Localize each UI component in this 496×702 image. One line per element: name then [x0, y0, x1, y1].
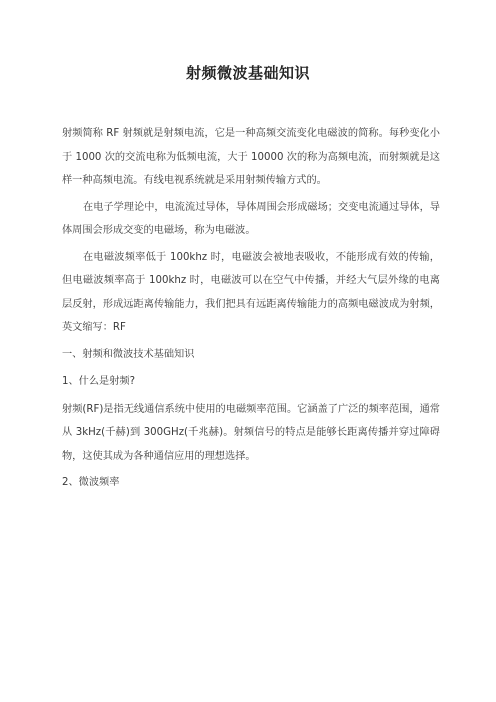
- subheading-microwave-frequency: 2、微波频率: [62, 477, 120, 488]
- paragraph-rf-intro: 射频简称 RF 射频就是射频电流，它是一种高频交流变化电磁波的简称。每秒变化小于 1000 次的交流电称为低频电流，大于 10000 次的称为高频电流，而射频就是这样一种高频电流。有线电视系统就是采用射频传输方式的。: [62, 128, 440, 186]
- paragraph-electromagnetic-field: 在电子学理论中，电流流过导体，导体周围会形成磁场；交变电流通过导体，导体周围会形成交变的电磁场，称为电磁波。: [62, 201, 440, 236]
- document-body: [62, 122, 440, 499]
- section-heading: 一、射频和微波技术基础知识: [62, 348, 195, 360]
- paragraph-rf-definition: 射频(RF)是指无线通信系统中使用的电磁频率范围。它涵盖了广泛的频率范围，通常从 3kHz(千赫)到 300GHz(千兆赫)。射频信号的特点是能够长距离传播并穿过障碍物，这使其成为各种通信应用的理想选择。: [62, 403, 440, 462]
- subheading-what-is-rf: 1、什么是射频?: [62, 376, 136, 387]
- document-title: 射频微波基础知识: [185, 64, 310, 82]
- paragraph-frequency-transmission: 在电磁波频率低于 100khz 时，电磁波会被地表吸收，不能形成有效的传输，但电磁波频率高于 100khz 时，电磁波可以在空气中传播，并经大气层外缘的电离层反射，形成远距离传输能力，我们把具有远距离传输能力的高频电磁波成为射频，英文缩写：RF: [62, 251, 440, 333]
